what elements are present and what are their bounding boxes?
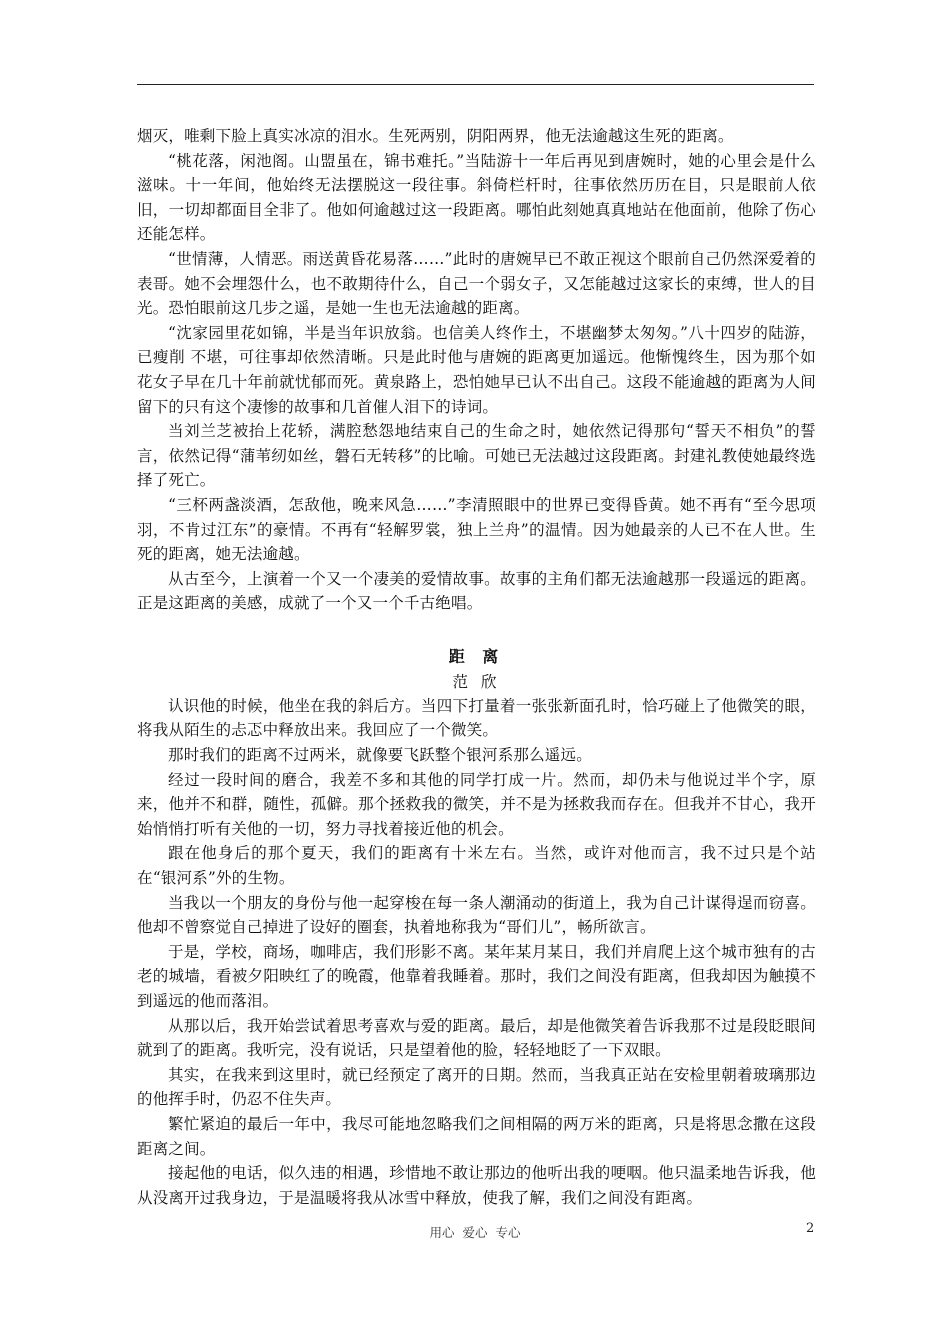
header-rule xyxy=(137,84,814,85)
paragraph: 从古至今，上演着一个又一个凄美的爱情故事。故事的主角们都无法逾越那一段遥远的距离。正是这距离的美感，成就了一个又一个千古绝唱。 xyxy=(137,569,816,613)
paragraph: 烟灭，唯剩下脸上真实冰凉的泪水。生死两别，阴阳两界，他无法逾越这生死的距离。 xyxy=(137,127,734,145)
paragraph: 于是，学校，商场，咖啡店，我们形影不离。某年某月某日，我们并肩爬上这个城市独有的古老的城墙，看被夕阳映红了的晚霞，他靠着我睡着。那时，我们之间没有距离，但我却因为触摸不到遥远的他而落泪。 xyxy=(137,942,816,1010)
page-number: 2 xyxy=(806,1221,815,1236)
paragraph: 那时我们的距离不过两米，就像要飞跃整个银河系那么遥远。 xyxy=(168,746,592,765)
paragraph: “桃花落，闲池阁。山盟虽在，锦书难托。”当陆游十一年后再见到唐婉时，她的心里会是什么滋味。十一年间，他始终无法摆脱这一段往事。斜倚栏杆时，往事依然历历在目，只是眼前人依旧，一切却都面目全非了。他如何逾越过这一段距离。哪怕此刻她真真地站在他面前，他除了伤心还能怎样。 xyxy=(137,151,816,244)
paragraph: “沈家园里花如锦，半是当年识放翁。也信美人终作土，不堪幽梦太匆匆。”八十四岁的陆游，已瘦削 不堪，可往事却依然清晰。只是此时他与唐婉的距离更加遥远。他惭愧终生，因为那个如花女子早在几十年前就忧郁而死。黄泉路上，恐怕她早已认不出自己。这段不能逾越的距离为人间留下的只有这个凄惨的故事和几首催人泪下的诗词。 xyxy=(137,323,816,416)
paragraph: 经过一段时间的磨合，我差不多和其他的同学打成一片。然而，却仍未与他说过半个字，原来，他并不和群，随性，孤僻。那个拯救我的微笑，并不是为拯救我而存在。但我并不甘心，我开始悄悄打听有关他的一切，努力寻找着接近他的机会。 xyxy=(137,770,816,838)
paragraph: “三杯两盏淡酒，怎敌他，晚来风急……”李清照眼中的世界已变得昏黄。她不再有“至今思项羽，不肯过江东”的豪情。不再有“轻解罗裳，独上兰舟”的温情。因为她最亲的人已不在人世。生死的距离，她无法逾越。 xyxy=(137,495,816,564)
paragraph: 从那以后，我开始尝试着思考喜欢与爱的距离。最后，却是他微笑着告诉我那不过是段眨眼间就到了的距离。我听完，没有说话，只是望着他的脸，轻轻地眨了一下双眼。 xyxy=(137,1016,816,1060)
paragraph: 当我以一个朋友的身份与他一起穿梭在每一条人潮涌动的街道上，我为自己计谋得逞而窃喜。他却不曾察觉自己掉进了设好的圈套，执着地称我为“哥们儿”，畅所欲言。 xyxy=(137,893,816,937)
paragraph: 认识他的时候，他坐在我的斜后方。当四下打量着一张张新面孔时，恰巧碰上了他微笑的眼，将我从陌生的忐忑中释放出来。我回应了一个微笑。 xyxy=(137,696,816,740)
paragraph: 跟在他身后的那个夏天，我们的距离有十米左右。当然，或许对他而言，我不过只是个站在“银河系”外的生物。 xyxy=(137,844,816,888)
article-title: 距 离 xyxy=(448,646,505,666)
page-content xyxy=(137,124,816,1210)
paragraph: 接起他的电话，似久违的相遇，珍惜地不敢让那边的他听出我的哽咽。他只温柔地告诉我，他从没离开过我身边，于是温暖将我从冰雪中释放，使我了解，我们之间没有距离。 xyxy=(137,1164,816,1207)
section-gap xyxy=(137,616,816,644)
paragraph: 当刘兰芝被抬上花轿，满腔愁怨地结束自己的生命之时，她依然记得那句“誓天不相负”的誓言，依然记得“蒲苇纫如丝，磐石无转移”的比喻。可她已无法越过这段距离。封建礼教使她最终选择了死亡。 xyxy=(137,422,816,490)
paragraph: 繁忙紧迫的最后一年中，我尽可能地忽略我们之间相隔的两万米的距离，只是将思念撒在这段距离之间。 xyxy=(137,1114,816,1158)
paragraph: 其实，在我来到这里时，就已经预定了离开的日期。然而，当我真正站在安检里朝着玻璃那边的他挥手时，仍忍不住失声。 xyxy=(137,1065,816,1109)
paragraph: “世情薄，人情恶。雨送黄昏花易落……”此时的唐婉早已不敢正视这个眼前自己仍然深爱着的表哥。她不会埋怨什么，也不敢期待什么，自己一个弱女子，又怎能越过这家长的束缚，世人的目光。恐怕眼前这几步之遥，是她一生也无法逾越的距离。 xyxy=(137,249,816,318)
footer-slogan: 用心 爱心 专心 xyxy=(429,1225,521,1240)
article-author: 范 欣 xyxy=(452,672,501,691)
